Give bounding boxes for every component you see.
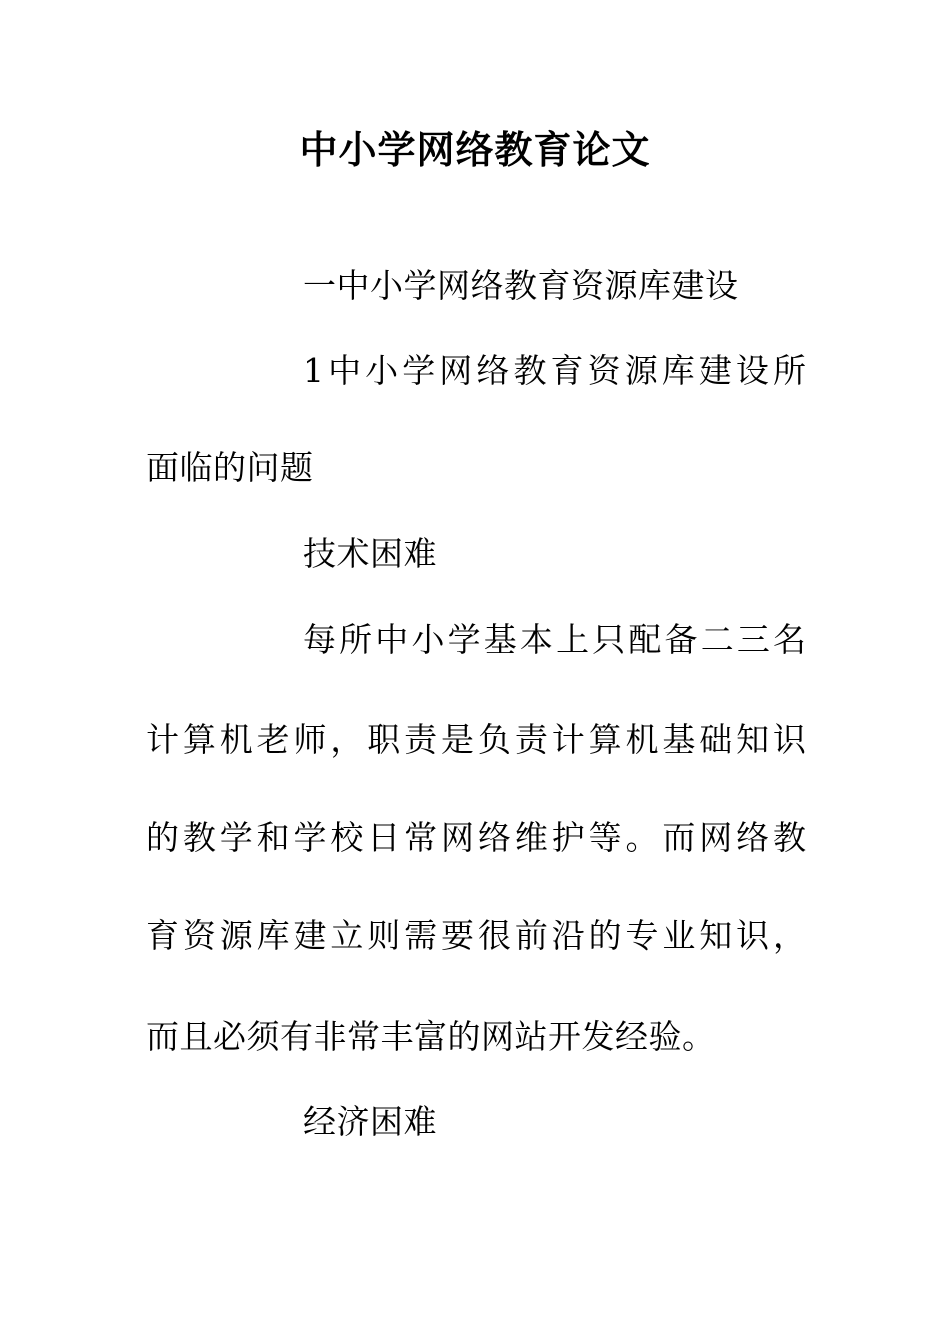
subsection-heading-continued: 面临的问题 bbox=[146, 448, 314, 487]
subheading-economic-difficulty: 经济困难 bbox=[303, 1102, 437, 1141]
subheading-technical-difficulty: 技术困难 bbox=[303, 534, 437, 573]
paragraph-line: 每所中小学基本上只配备二三名 bbox=[303, 620, 806, 659]
document-title: 中小学网络教育论文 bbox=[299, 128, 651, 172]
section-heading: 一中小学网络教育资源库建设 bbox=[303, 266, 739, 305]
subsection-heading: 1中小学网络教育资源库建设所 bbox=[303, 351, 806, 390]
paragraph-line: 的教学和学校日常网络维护等。而网络教 bbox=[146, 818, 806, 857]
paragraph-line: 计算机老师，职责是负责计算机基础知识 bbox=[146, 720, 806, 759]
paragraph-line: 育资源库建立则需要很前沿的专业知识， bbox=[146, 916, 806, 955]
paragraph-line: 而且必须有非常丰富的网站开发经验。 bbox=[146, 1017, 716, 1056]
